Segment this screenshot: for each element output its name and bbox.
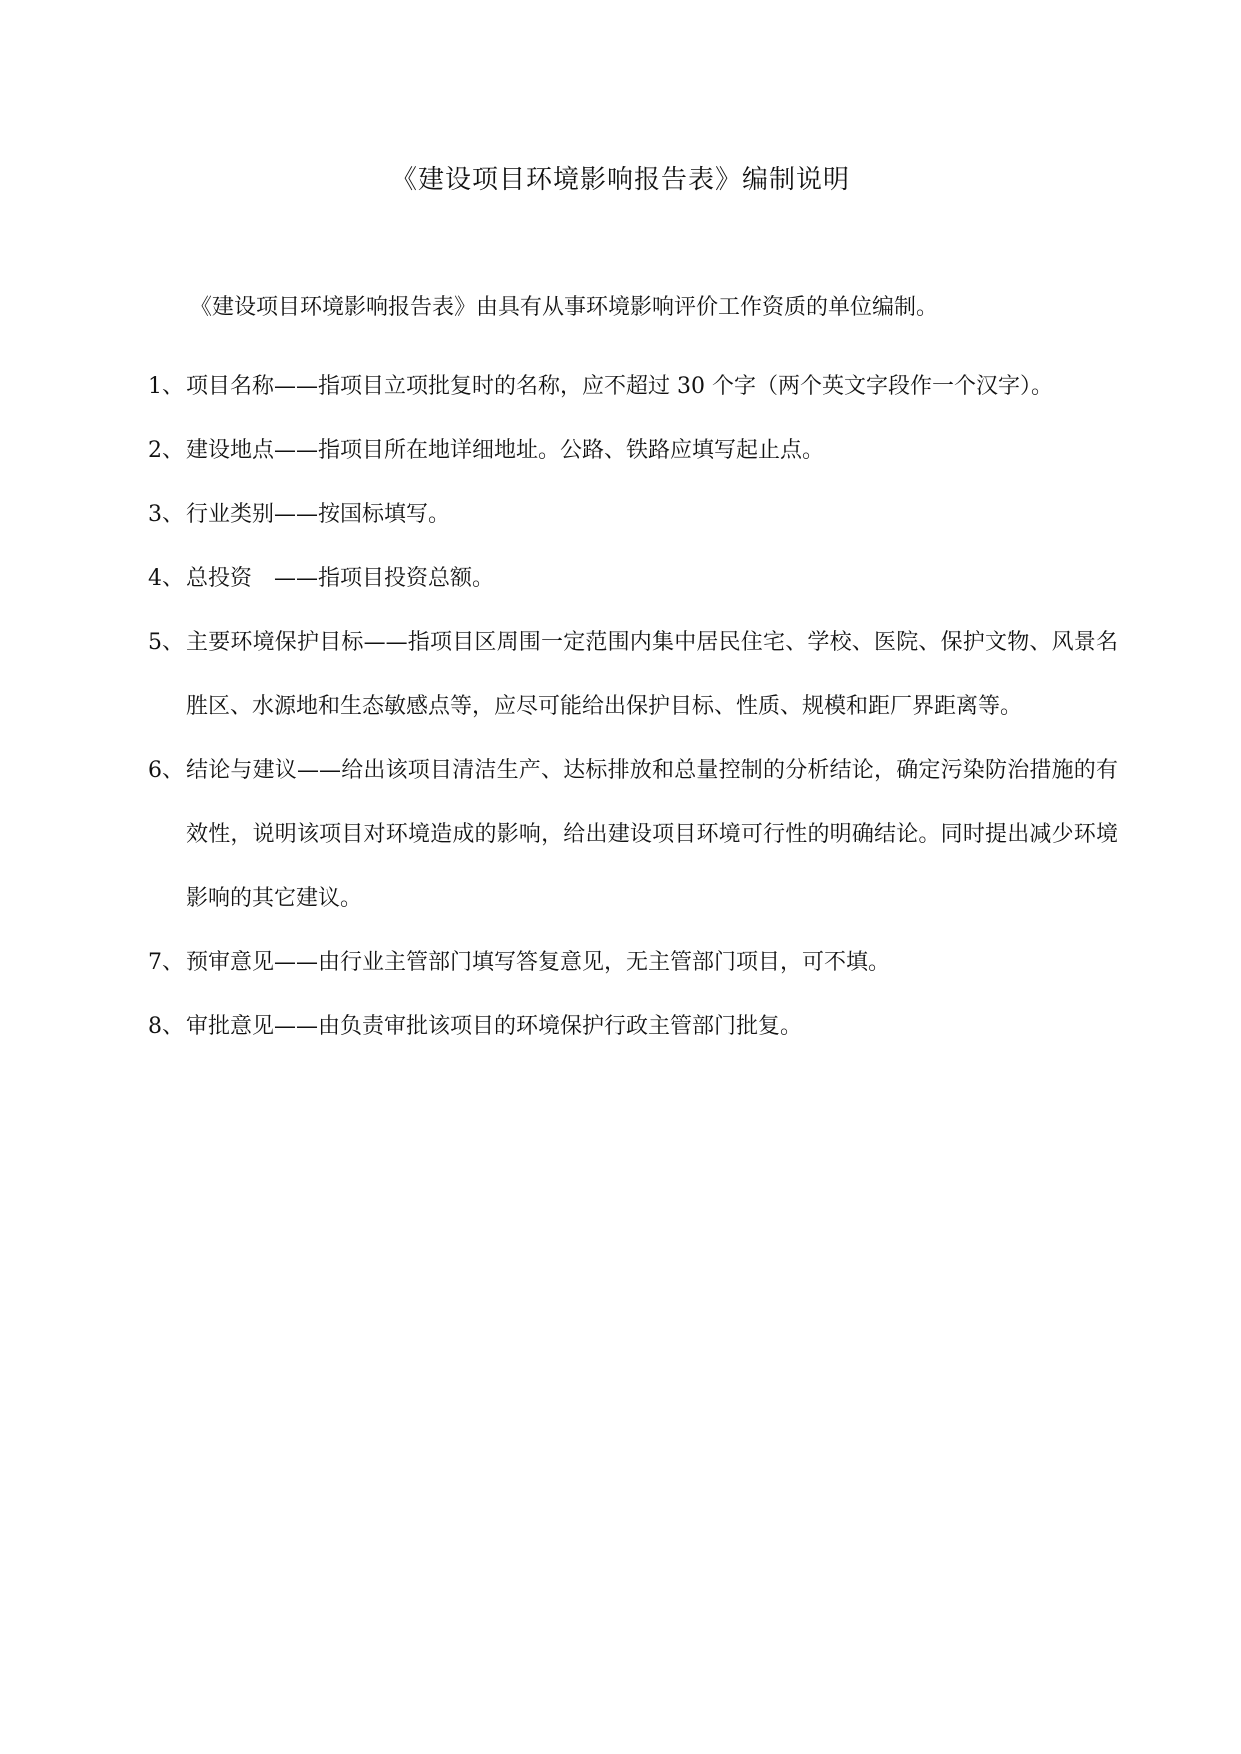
list-item-2 [148,419,1118,483]
list-item-1 [148,355,1118,419]
item-text: 行业类别——按国标填写。 [186,502,451,527]
item-number: 1、 [148,374,184,399]
instruction-list [148,355,1118,1059]
item-number: 3、 [148,502,184,527]
document-title: 《建设项目环境影响报告表》编制说明 [390,165,850,195]
item-text: 主要环境保护目标——指项目区周围一定范围内集中居民住宅、学校、医院、保护文物、风景名胜区、水源地和生态敏感点等，应尽可能给出保护目标、性质、规模和距厂界距离等。 [186,630,1118,719]
item-text: 预审意见——由行业主管部门填写答复意见，无主管部门项目，可不填。 [186,950,891,975]
item-number: 2、 [148,438,184,463]
list-item-4 [148,547,1118,611]
item-text: 总投资 ——指项目投资总额。 [186,566,495,591]
item-text: 审批意见——由负责审批该项目的环境保护行政主管部门批复。 [186,1014,803,1039]
item-number: 5、 [148,630,184,655]
list-item-6 [148,739,1118,931]
list-item-3 [148,483,1118,547]
item-text: 项目名称——指项目立项批复时的名称，应不超过 30 个字（两个英文字段作一个汉字）。 [186,374,1053,399]
item-number: 8、 [148,1014,184,1039]
item-number: 7、 [148,950,184,975]
list-item-8 [148,995,1118,1059]
item-number: 6、 [148,758,184,783]
list-item-7 [148,931,1118,995]
intro-paragraph: 《建设项目环境影响报告表》由具有从事环境影响评价工作资质的单位编制。 [190,295,939,320]
item-number: 4、 [148,566,184,591]
list-item-5 [148,611,1118,739]
item-text: 建设地点——指项目所在地详细地址。公路、铁路应填写起止点。 [186,438,825,463]
item-text: 结论与建议——给出该项目清洁生产、达标排放和总量控制的分析结论，确定污染防治措施的有效性，说明该项目对环境造成的影响，给出建设项目环境可行性的明确结论。同时提出减少环境影响的其它建议。 [186,758,1118,911]
